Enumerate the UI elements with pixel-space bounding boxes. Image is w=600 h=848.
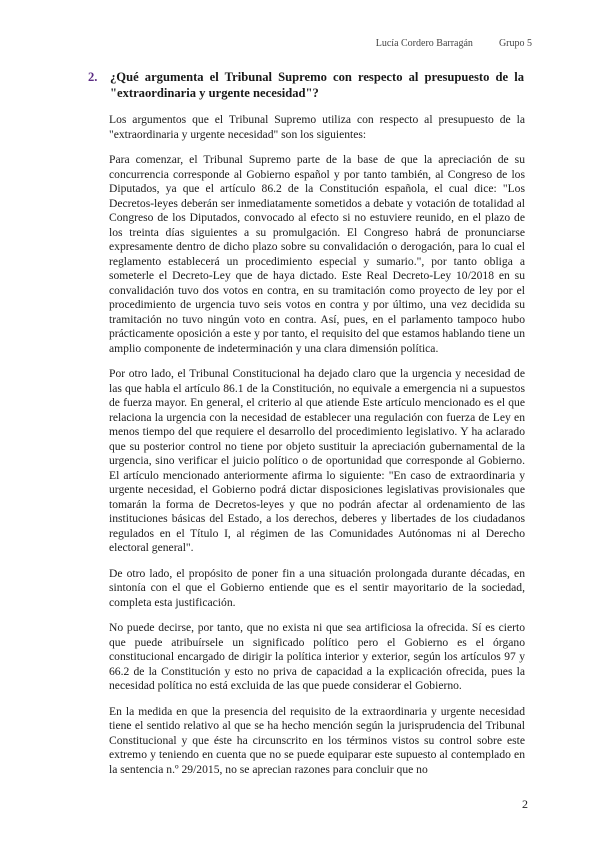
paragraph-tribunal-constitucional: Por otro lado, el Tribunal Constitucional ha dejado claro que la urgencia y necesidad de las que habla el artículo 86.1 de la Constitución, no equivale a emergencia ni a supuestos de fuerza mayor. En general, el criterio al que atiende Este artículo mencionado es el que relaciona la urgencia con la necesidad de establecer una regulación con fuerza de Ley en menos tiempo del que requiere el desarrollo del procedimiento legislativo. Y ha aclarado que su posterior control no tiene por objeto sustituir la apreciación gubernamental de la urgencia, sino verificar el juicio político o de oportunidad que corresponde al Gobierno. El artículo mencionado anteriormente afirma lo siguiente: "En caso de extraordinaria y urgente necesidad, el Gobierno podrá dictar disposiciones legislativas provisionales que tomarán la forma de Decretos-leyes y que no podrán afectar al ordenamiento de las instituciones básicas del Estado, a los derechos, deberes y libertades de los ciudadanos regulados en el Título I, al régimen de las Comunidades Autónomas ni al Derecho electoral general".	[109, 367, 525, 554]
question-heading	[88, 69, 524, 101]
paragraph-tribunal-supremo: Para comenzar, el Tribunal Supremo parte de la base de que la apreciación de su concurrencia corresponde al Gobierno español y por tanto también, al Congreso de los Diputados, ya que el artículo 86.2 de la Constitución española, el cual dice: "Los Decretos-leyes deberán ser inmediatamente sometidos a debate y votación de totalidad al Congreso de los Diputados, convocado al efecto si no estuviere reunido, en el plazo de los treinta días siguientes a su promulgación. El Congreso habrá de pronunciarse expresamente dentro de dicho plazo sobre su convalidación o derogación, para lo cual el reglamento establecerá un procedimiento especial y sumario.", por tanto obliga a someterle el Decreto-Ley que de haya dictado. Este Real Decreto-Ley 10/2018 en su convalidación tuvo dos votos en contra, en su tramitación como proyecto de ley por el procedimiento de urgencia tuvo seis votos en contra y por último, una vez decidida su tramitación no tuvo ningún voto en contra. Así, pues, en el parlamento tampoco hubo prácticamente oposición a este y por tanto, el requisito del que estamos hablando tiene un amplio componente de indeterminación y una clara dimensión política.	[109, 153, 525, 355]
paragraph-proposito: De otro lado, el propósito de poner fin a una situación prolongada durante décadas, en sintonía con el que el Gobierno entiende que es el sentir mayoritario de la sociedad, completa esta justificación.	[109, 566, 525, 609]
paragraph-intro: Los argumentos que el Tribunal Supremo utiliza con respecto al presupuesto de la "extraordinaria y urgente necesidad" son los siguientes:	[109, 113, 525, 141]
paragraph-en-la-medida: En la medida en que la presencia del requisito de la extraordinaria y urgente necesidad tiene el sentido relativo al que se ha hecho mención según la jurisprudencia del Tribunal Constitucional y que éste ha circunscrito en los términos vistos su control sobre este extremo y teniendo en cuenta que no se puede equiparar este supuesto al contemplado en la sentencia n.º 29/2015, no se aprecian razones para concluir que no	[109, 704, 525, 776]
question-text: ¿Qué argumenta el Tribunal Supremo con respecto al presupuesto de la "extraordinaria y urgente necesidad"?	[110, 70, 524, 100]
question-number: 2.	[88, 70, 98, 84]
page-number: 2	[522, 797, 528, 811]
group-label: Grupo 5	[498, 38, 532, 49]
page-header	[376, 38, 532, 49]
paragraph-no-puede-decirse: No puede decirse, por tanto, que no exista ni que sea artificiosa la ofrecida. Sí es cierto que puede atribuírsele un significado político pero el Gobierno es el órgano constitucional encargado de dirigir la política interior y exterior, según los artículos 97 y 66.2 de la Constitución y esto no priva de capacidad a la explicación ofrecida, pues la necesidad política no está excluida de las que puede considerar el Gobierno.	[109, 621, 525, 692]
answer-body	[109, 113, 525, 788]
author-name: Lucía Cordero Barragán	[375, 38, 473, 49]
